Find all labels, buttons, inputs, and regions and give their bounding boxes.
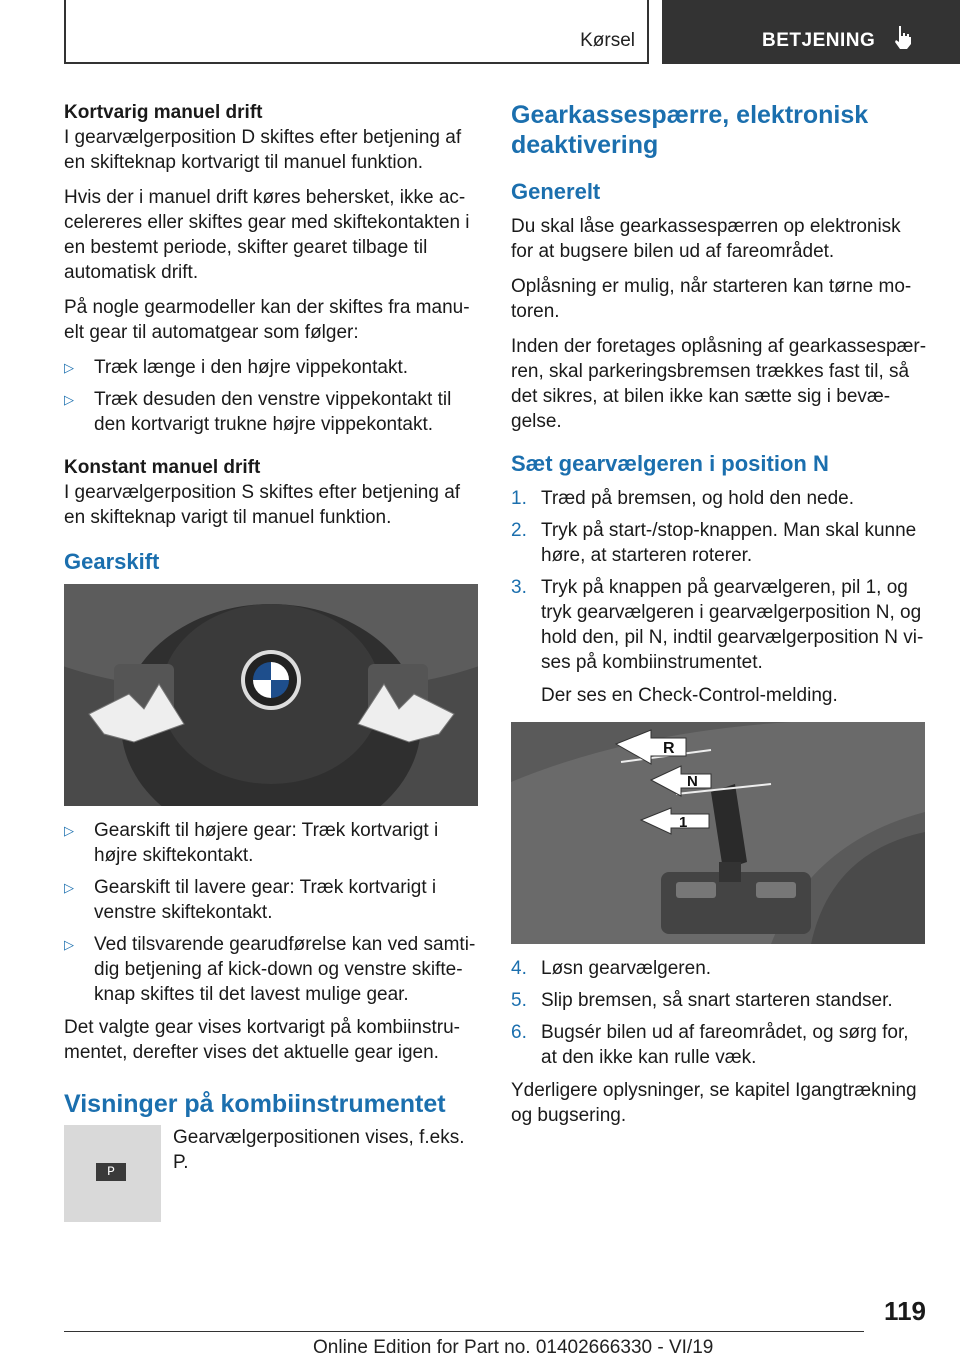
header-section-tab	[662, 0, 960, 64]
triangle-bullet-icon: ▷	[64, 392, 74, 407]
paragraph: Gearvælgerpositionen vises, f.eks. P.	[173, 1127, 465, 1173]
footer-divider	[64, 1331, 864, 1332]
paragraph: Hvis der i manuel drift køres behersket, ikke accelereres eller skiftes gear med skiftekontakten i en bestemt periode, skifter gearet tilbage til automatisk drift.	[64, 187, 470, 283]
step-item: 4. Løsn gearvælgeren.	[511, 958, 712, 979]
arrow-label-1: 1	[679, 814, 688, 831]
list-item: ▷ Træk desuden den venstre vippekontakt til den kortvarigt trukne højre vippekontakt.	[64, 389, 452, 435]
triangle-bullet-icon: ▷	[64, 823, 74, 838]
triangle-bullet-icon: ▷	[64, 937, 74, 952]
numbered-steps	[511, 956, 927, 1070]
triangle-bullet-icon: ▷	[64, 880, 74, 895]
paragraph: Oplåsning er mulig, når starteren kan tørne motoren.	[511, 276, 912, 322]
paragraph: Inden der foretages oplåsning af gearkassespærren, skal parkeringsbremsen trækkes fast til, så det sikres, at bilen ikke kan sætte sig i bevægelse.	[511, 336, 927, 432]
paragraph: Du skal låse gearkassespærren op elektronisk for at bugsere bilen ud af fareområdet.	[511, 216, 901, 262]
step-item: 1. Træd på bremsen, og hold den nede.	[511, 488, 854, 509]
paragraph: På nogle gearmodeller kan der skiftes fra manuelt gear til automatgear som følger:	[64, 297, 470, 343]
footer-edition: Online Edition for Part no. 01402666330 - VI/19	[313, 1337, 714, 1358]
paragraph: Det valgte gear vises kortvarigt på kombiinstrumentet, derefter vises det aktuelle gear igen.	[64, 1017, 460, 1063]
heading-saet-gearvaelger: Sæt gearvælgeren i position N	[511, 451, 829, 476]
list-item: ▷ Gearskift til højere gear: Træk kortvarigt i højre skiftekontakt.	[64, 820, 439, 866]
chapter-title: Kørsel	[580, 30, 635, 51]
header-chapter-tab	[64, 0, 649, 64]
step-item: 5. Slip bremsen, så snart starteren standser.	[511, 990, 893, 1011]
heading-gearkassespaerre: Gearkassespærre, elektronisk deaktivering	[511, 101, 869, 159]
instrument-display-image	[64, 1125, 161, 1222]
steering-wheel-illustration	[64, 584, 478, 806]
list-item: ▷ Træk længe i den højre vippekontakt.	[64, 357, 409, 378]
numbered-steps	[511, 486, 927, 708]
bullet-list	[64, 355, 478, 437]
gear-p-symbol: P	[96, 1163, 126, 1181]
arrow-label-r: R	[663, 740, 675, 757]
paragraph: I gearvælgerposition D skiftes efter betjening af en skifteknap kortvarigt til manuel funktion.	[64, 127, 462, 173]
left-column	[64, 100, 478, 1222]
step-item: 6. Bugsér bilen ud af fareområdet, og sørg for, at den ikke kan rulle væk.	[511, 1022, 909, 1068]
right-column	[511, 100, 927, 1138]
list-item: ▷ Gearskift til lavere gear: Træk kortvarigt i venstre skiftekontakt.	[64, 877, 437, 923]
list-item: ▷ Ved tilsvarende gearudførelse kan ved samtidig betjening af kick-down og venstre skifteknap skiftes til det lavest mulige gear.	[64, 934, 476, 1005]
subheading-constant-manual: Konstant manuel drift	[64, 457, 261, 478]
triangle-bullet-icon: ▷	[64, 360, 74, 375]
display-example	[64, 1125, 478, 1222]
step-item: 2. Tryk på start-/stop-knappen. Man skal kunne høre, at starteren roterer.	[511, 520, 917, 566]
pointing-hand-icon	[892, 24, 914, 50]
heading-generelt: Generelt	[511, 179, 601, 204]
bullet-list	[64, 818, 478, 1007]
section-title: BETJENING	[762, 30, 876, 51]
gear-selector-illustration	[511, 722, 925, 944]
paragraph: I gearvælgerposition S skiftes efter betjening af en skifteknap varigt til manuel funktion.	[64, 482, 461, 528]
heading-visninger: Visninger på kombiinstrumentet	[64, 1090, 446, 1118]
heading-gearskift: Gearskift	[64, 549, 160, 574]
arrow-label-n: N	[687, 773, 698, 790]
subheading-short-manual: Kortvarig manuel drift	[64, 102, 263, 123]
step-item: 3. Tryk på knappen på gearvælgeren, pil 1, og tryk gearvælgeren i gearvælgerposition N, og hold den, pil N, indtil gearvælgerposition N vises på kombiinstrumentet. Der ses en Check-Control-melding.	[511, 575, 927, 708]
paragraph: Yderligere oplysninger, se kapitel Igangtrækning og bugsering.	[511, 1080, 917, 1126]
page-number: 119	[884, 1296, 926, 1326]
step-note: Der ses en Check-Control-melding.	[541, 685, 838, 706]
